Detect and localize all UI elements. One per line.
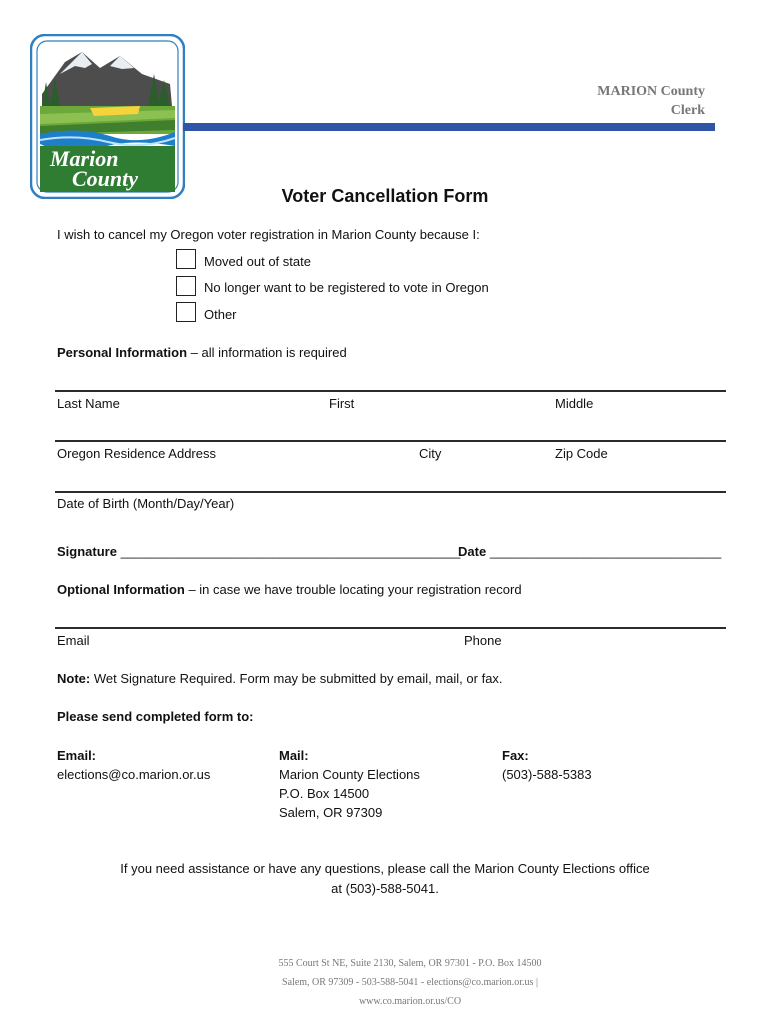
- assistance-line-2: at (503)-588-5041.: [331, 881, 439, 896]
- note-label: Note:: [57, 671, 91, 686]
- city-label: City: [419, 446, 442, 461]
- form-title: Voter Cancellation Form: [281, 186, 489, 206]
- option-other-label: Other: [204, 307, 237, 322]
- optional-info-heading-rest: – in case we have trouble locating your registration record: [184, 582, 522, 597]
- svg-text:County: County: [72, 166, 139, 191]
- signature-label: Signature: [57, 544, 117, 559]
- footer-line-1: 555 Court St NE, Suite 2130, Salem, OR 97301 - P.O. Box 14500: [278, 958, 542, 969]
- assistance-text: [0, 859, 770, 899]
- no-longer-checkbox[interactable]: [176, 276, 196, 296]
- contact-mail-line-3: Salem, OR 97309: [279, 805, 383, 820]
- county-logo: [30, 34, 185, 199]
- address-line[interactable]: [55, 440, 726, 442]
- name-line[interactable]: [55, 390, 726, 392]
- note-body: Wet Signature Required. Form may be submitted by email, mail, or fax.: [90, 671, 503, 686]
- first-name-label: First: [329, 396, 355, 411]
- contact-mail-line-2: P.O. Box 14500: [279, 786, 370, 801]
- contact-fax-value: (503)-588-5383: [502, 767, 592, 782]
- contact-mail-line-1: Marion County Elections: [279, 767, 420, 782]
- contact-email-block: [57, 746, 210, 784]
- personal-info-heading: [57, 345, 347, 360]
- office-line-2: Clerk: [670, 103, 705, 118]
- personal-info-heading-rest: – all information is required: [187, 345, 347, 360]
- dob-label: Date of Birth (Month/Day/Year): [57, 496, 235, 511]
- date-label: Date: [458, 544, 487, 559]
- contact-mail-label: Mail:: [279, 748, 309, 763]
- email-label: Email: [57, 633, 90, 648]
- moved-out-checkbox[interactable]: [176, 249, 196, 269]
- note-text: [57, 671, 503, 686]
- dob-line[interactable]: [55, 491, 726, 493]
- phone-label: Phone: [464, 633, 502, 648]
- svg-text:Marion: Marion: [50, 146, 119, 171]
- optional-info-heading: [57, 582, 522, 597]
- date-field[interactable]: [458, 544, 721, 559]
- footer-line-2: Salem, OR 97309 - 503-588-5041 - elections@co.marion.or.us |: [282, 977, 538, 988]
- footer-address: [0, 954, 770, 1011]
- contact-fax-block: [502, 746, 592, 784]
- intro-text: I wish to cancel my Oregon voter registration in Marion County because I:: [57, 227, 480, 242]
- header-band: [183, 123, 715, 131]
- signature-line: _______________________________________________: [120, 544, 461, 559]
- personal-info-heading-bold: Personal Information: [57, 345, 188, 360]
- option-moved-label: Moved out of state: [204, 254, 311, 269]
- contact-email-label: Email:: [57, 748, 97, 763]
- middle-name-label: Middle: [555, 396, 594, 411]
- send-heading: Please send completed form to:: [57, 709, 254, 724]
- office-line-1: MARION County: [597, 84, 705, 99]
- zip-label: Zip Code: [555, 446, 608, 461]
- option-no-longer-label: No longer want to be registered to vote in Oregon: [204, 280, 489, 295]
- office-name: [560, 82, 705, 120]
- footer-website-link[interactable]: www.co.marion.or.us/CO: [358, 996, 462, 1007]
- optional-info-heading-bold: Optional Information: [57, 582, 185, 597]
- last-name-label: Last Name: [57, 396, 120, 411]
- signature-field[interactable]: [57, 544, 460, 559]
- address-label: Oregon Residence Address: [57, 446, 216, 461]
- contact-mail-block: [279, 746, 420, 822]
- contact-fax-label: Fax:: [502, 748, 529, 763]
- date-line: ________________________________: [489, 544, 722, 559]
- contact-email-link[interactable]: elections@co.marion.or.us: [57, 767, 211, 782]
- other-checkbox[interactable]: [176, 302, 196, 322]
- contact-line[interactable]: [55, 627, 726, 629]
- assistance-line-1: If you need assistance or have any questions, please call the Marion County Elections office: [120, 861, 650, 876]
